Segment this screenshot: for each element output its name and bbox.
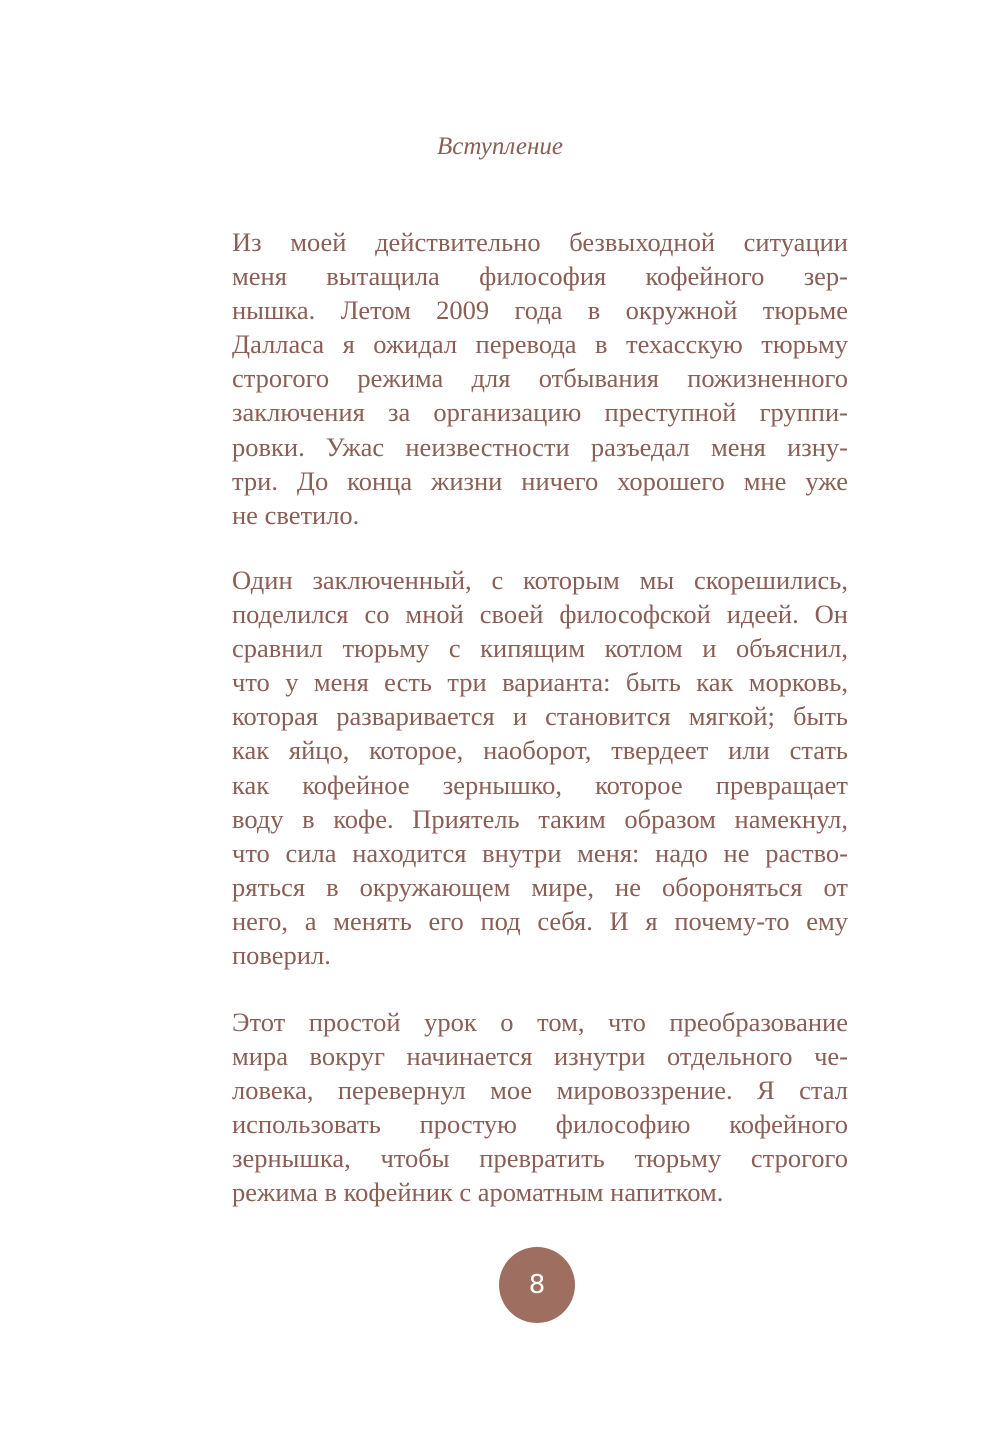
text-line: поверил. xyxy=(232,940,331,971)
text-line: Один заключенный, с которым мы скорешились, xyxy=(232,565,848,595)
text-line: поделился со мной своей философской идеей. Он xyxy=(232,599,848,630)
text-line: что сила находится внутри меня: надо не раство- xyxy=(232,837,848,868)
text-line: три. До конца жизни ничего хорошего мне уже xyxy=(232,465,848,496)
text-line: как яйцо, которое, наоборот, твердеет или стать xyxy=(232,735,848,766)
text-line: зернышка, чтобы превратить тюрьму строгого xyxy=(232,1143,848,1174)
page-number-badge: 8 xyxy=(499,1247,575,1323)
text-line: нышка. Летом 2009 года в окружной тюрьме xyxy=(232,295,848,326)
text-line: ряться в окружающем мире, не обороняться от xyxy=(232,871,848,902)
text-line: не светило. xyxy=(232,499,360,530)
text-line: него, а менять его под себя. И я почему-то ему xyxy=(232,905,848,936)
text-line: Этот простой урок о том, что преобразование xyxy=(232,1007,848,1037)
text-line: режима в кофейник с ароматным напитком. xyxy=(232,1177,724,1208)
text-line: Далласа я ожидал перевода в техасскую тюрьму xyxy=(232,329,848,360)
paragraph-3 xyxy=(232,1005,848,1210)
text-line: строгого режима для отбывания пожизненного xyxy=(232,363,848,394)
text-line: что у меня есть три варианта: быть как морковь, xyxy=(232,667,848,698)
text-line: которая разваривается и становится мягкой; быть xyxy=(232,701,848,732)
paragraph-1 xyxy=(232,225,848,532)
text-line: заключения за организацию преступной группи- xyxy=(232,397,848,428)
text-line: как кофейное зернышко, которое превращает xyxy=(232,769,848,800)
chapter-heading: Вступление xyxy=(436,133,563,160)
text-line: мира вокруг начинается изнутри отдельного че- xyxy=(232,1041,848,1072)
text-line: сравнил тюрьму с кипящим котлом и объяснил, xyxy=(232,633,848,664)
text-line: использовать простую философию кофейного xyxy=(232,1109,848,1140)
text-line: воду в кофе. Приятель таким образом намекнул, xyxy=(232,803,848,834)
text-line: ровки. Ужас неизвестности разъедал меня изну- xyxy=(232,431,848,462)
text-line: Из моей действительно безвыходной ситуации xyxy=(232,227,848,257)
text-line: ловека, перевернул мое мировоззрение. Я стал xyxy=(232,1075,848,1106)
text-line: меня вытащила философия кофейного зер- xyxy=(232,261,848,292)
paragraph-2 xyxy=(232,563,848,972)
